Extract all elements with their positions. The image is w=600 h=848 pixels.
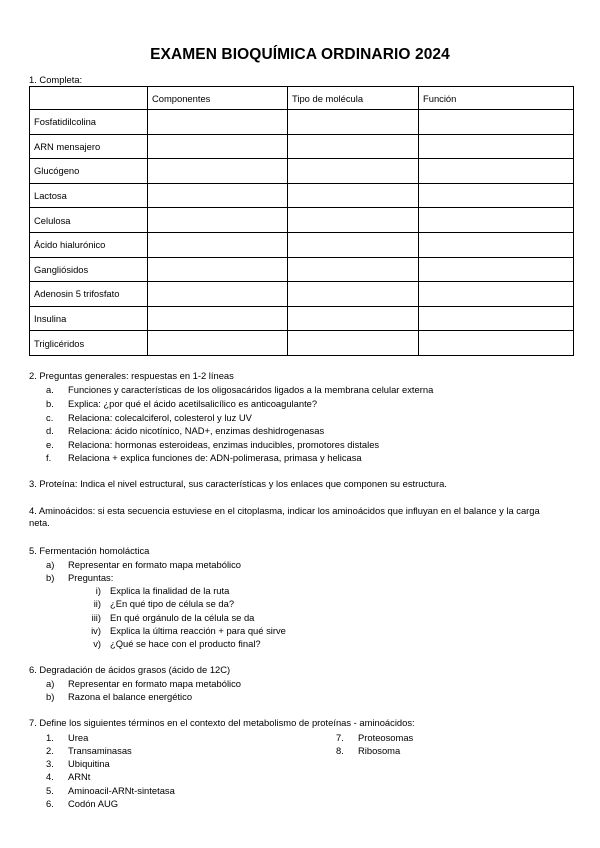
empty-cell	[288, 331, 419, 356]
item-text: Relaciona: hormonas esteroideas, enzimas inducibles, promotores distales	[68, 439, 380, 450]
table-header-row	[30, 87, 574, 110]
empty-cell	[288, 110, 419, 135]
row-label: Glucógeno	[30, 159, 148, 184]
item-text: ¿En qué tipo de célula se da?	[110, 598, 235, 609]
item-text: ARNt	[68, 771, 91, 782]
row-label: Celulosa	[30, 208, 148, 233]
item-label: 8.	[336, 745, 344, 756]
list-item	[336, 732, 413, 744]
row-label: Fosfatidilcolina	[30, 110, 148, 135]
empty-cell	[148, 110, 288, 135]
list-item	[46, 732, 88, 744]
q1-heading: 1. Completa:	[29, 74, 83, 85]
list-item	[46, 691, 192, 703]
empty-cell	[148, 331, 288, 356]
item-text: Preguntas:	[68, 572, 114, 583]
item-text: Explica: ¿por qué el ácido acetilsalicílico es anticoagulante?	[68, 398, 318, 409]
item-label: iii)	[91, 612, 101, 623]
empty-cell	[288, 208, 419, 233]
table-row	[30, 232, 574, 257]
list-item	[46, 758, 110, 770]
header-cell	[30, 87, 148, 110]
empty-cell	[288, 134, 419, 159]
q7-heading: 7. Define los siguientes términos en el contexto del metabolismo de proteínas - aminoácidos:	[29, 717, 415, 728]
sub-list-item	[74, 612, 254, 624]
empty-cell	[148, 159, 288, 184]
q2-heading: 2. Preguntas generales: respuestas en 1-2 líneas	[29, 370, 234, 381]
item-text: Funciones y características de los oligosacáridos ligados a la membrana celular externa	[68, 384, 434, 395]
empty-cell	[148, 282, 288, 307]
table-row	[30, 183, 574, 208]
empty-cell	[288, 257, 419, 282]
item-label: ii)	[93, 598, 101, 609]
list-item	[46, 785, 175, 797]
item-text: Aminoacil-ARNt-sintetasa	[68, 785, 175, 796]
item-label: 3.	[46, 758, 54, 769]
item-text: Representar en formato mapa metabólico	[68, 559, 242, 570]
item-label: d.	[46, 425, 54, 436]
item-label: 7.	[336, 732, 344, 743]
item-text: Proteosomas	[358, 732, 414, 743]
table-row	[30, 282, 574, 307]
sub-list-item	[74, 638, 261, 650]
empty-cell	[419, 183, 574, 208]
item-label: 6.	[46, 798, 54, 809]
empty-cell	[419, 282, 574, 307]
item-label: e.	[46, 439, 54, 450]
item-text: Urea	[68, 732, 89, 743]
q6-heading: 6. Degradación de ácidos grasos (ácido de 12C)	[29, 664, 231, 675]
table-row	[30, 134, 574, 159]
sub-list-item	[74, 585, 229, 597]
row-label: Insulina	[30, 306, 148, 331]
table-row	[30, 110, 574, 135]
item-label: c.	[46, 412, 54, 423]
row-label: Lactosa	[30, 183, 148, 208]
empty-cell	[419, 306, 574, 331]
header-cell: Componentes	[148, 87, 288, 110]
list-item	[46, 798, 118, 810]
item-text: Relaciona + explica funciones de: ADN-polimerasa, primasa y helicasa	[68, 452, 362, 463]
q3-text: 3. Proteína: Indica el nivel estructural, sus características y los enlaces que componen su estructura.	[29, 478, 447, 489]
empty-cell	[148, 183, 288, 208]
sub-list-item	[74, 598, 234, 610]
row-label: ARN mensajero	[30, 134, 148, 159]
empty-cell	[419, 110, 574, 135]
list-item	[46, 559, 241, 571]
item-text: Ribosoma	[358, 745, 401, 756]
item-label: i)	[95, 585, 101, 596]
item-text: Razona el balance energético	[68, 691, 193, 702]
empty-cell	[419, 159, 574, 184]
item-text: Explica la finalidad de la ruta	[110, 585, 230, 596]
empty-cell	[419, 331, 574, 356]
table-row	[30, 257, 574, 282]
item-label: f.	[46, 452, 52, 463]
table-row	[30, 331, 574, 356]
item-text: Transaminasas	[68, 745, 132, 756]
empty-cell	[419, 134, 574, 159]
empty-cell	[419, 208, 574, 233]
empty-cell	[148, 208, 288, 233]
item-text: Ubiquitina	[68, 758, 110, 769]
q5-heading: 5. Fermentación homoláctica	[29, 545, 150, 556]
item-label: v)	[93, 638, 101, 649]
empty-cell	[148, 232, 288, 257]
item-text: ¿Qué se hace con el producto final?	[110, 638, 261, 649]
list-item	[46, 425, 324, 437]
page-title: EXAMEN BIOQUÍMICA ORDINARIO 2024	[150, 46, 450, 63]
item-text: Codón AUG	[68, 798, 119, 809]
item-text: En qué orgánulo de la célula se da	[110, 612, 255, 623]
table-row	[30, 159, 574, 184]
empty-cell	[419, 232, 574, 257]
item-label: a)	[46, 559, 55, 570]
header-cell: Tipo de molécula	[288, 87, 419, 110]
row-label: Ácido hialurónico	[30, 232, 148, 257]
row-label: Adenosin 5 trifosfato	[30, 282, 148, 307]
item-text: Explica la última reacción + para qué sirve	[110, 625, 286, 636]
item-label: a.	[46, 384, 54, 395]
empty-cell	[288, 183, 419, 208]
item-label: b)	[46, 572, 55, 583]
item-label: b)	[46, 691, 55, 702]
item-label: a)	[46, 678, 55, 689]
item-label: 1.	[46, 732, 54, 743]
table-row	[30, 208, 574, 233]
item-text: Representar en formato mapa metabólico	[68, 678, 242, 689]
empty-cell	[288, 306, 419, 331]
header-cell: Función	[419, 87, 574, 110]
q4-text: 4. Aminoácidos: si esta secuencia estuviese en el citoplasma, indicar los aminoácidos que influyan en el balance y la carga neta.	[29, 505, 540, 528]
item-label: 2.	[46, 745, 54, 756]
item-label: 4.	[46, 771, 54, 782]
empty-cell	[288, 282, 419, 307]
item-label: b.	[46, 398, 54, 409]
list-item	[46, 452, 362, 464]
sub-list-item	[74, 625, 286, 637]
list-item	[46, 384, 433, 396]
empty-cell	[419, 257, 574, 282]
list-item	[46, 745, 132, 757]
item-label: 5.	[46, 785, 54, 796]
list-item	[336, 745, 400, 757]
empty-cell	[148, 306, 288, 331]
item-text: Relaciona: colecalciferol, colesterol y luz UV	[68, 412, 252, 423]
list-item	[46, 678, 241, 690]
list-item	[46, 439, 379, 451]
empty-cell	[288, 232, 419, 257]
list-item	[46, 412, 252, 424]
row-label: Triglicéridos	[30, 331, 148, 356]
item-label: iv)	[91, 625, 101, 636]
list-item	[46, 771, 90, 783]
completion-table	[29, 86, 574, 356]
table-row	[30, 306, 574, 331]
item-text: Relaciona: ácido nicotínico, NAD+, enzimas deshidrogenasas	[68, 425, 325, 436]
row-label: Gangliósidos	[30, 257, 148, 282]
empty-cell	[288, 159, 419, 184]
empty-cell	[148, 257, 288, 282]
empty-cell	[148, 134, 288, 159]
list-item	[46, 398, 317, 410]
list-item	[46, 572, 113, 584]
